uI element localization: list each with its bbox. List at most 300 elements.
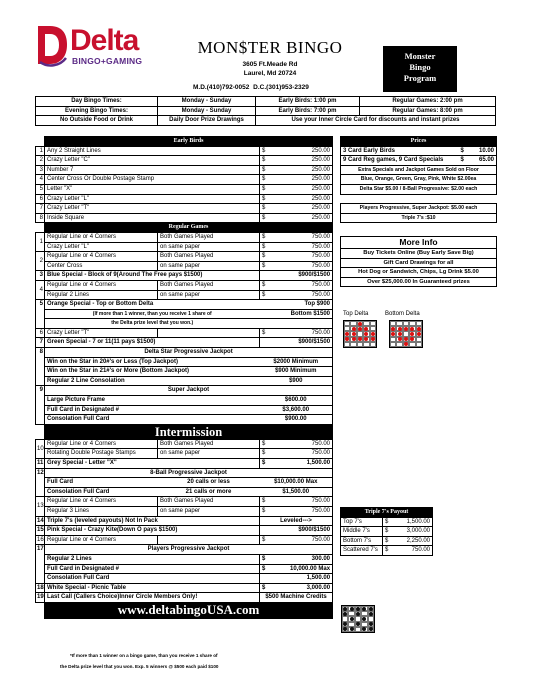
game-row — [36, 280, 333, 290]
game-name: Any 2 Straight Lines — [45, 146, 260, 156]
jackpot-condition: 21 calls or more — [158, 487, 260, 497]
price-note-row — [341, 165, 497, 175]
more-info-header-row — [341, 237, 497, 249]
game-row — [36, 290, 333, 300]
payout-amount: 750.00 — [391, 546, 433, 556]
game-row — [36, 261, 333, 271]
pattern-dot — [343, 612, 347, 616]
pattern-dot — [352, 337, 356, 341]
game-prize: 250.00 — [270, 175, 333, 185]
jackpot-value: 1,500.00 — [270, 574, 333, 584]
game-number: 7 — [36, 338, 45, 348]
game-name: Crazy Letter "C" — [45, 156, 260, 166]
more-info-line: Buy Tickets Online (Buy Early Save Big) — [341, 249, 497, 259]
section-header — [36, 137, 333, 147]
payout-label: Top 7's — [341, 517, 383, 527]
game-prize: 250.00 — [270, 194, 333, 204]
currency-sign: $ — [260, 564, 270, 574]
pattern-dot — [417, 332, 421, 336]
more-info-table — [340, 236, 497, 287]
currency-sign: $ — [383, 546, 391, 556]
pattern-dot — [398, 327, 402, 331]
game-row — [36, 252, 333, 262]
game-name: Pink Special - Crazy Kite(Down O pays $1500) — [45, 526, 260, 536]
pattern-dot — [343, 622, 347, 626]
game-prize: 750.00 — [270, 328, 333, 338]
game-prize: 750.00 — [270, 439, 333, 449]
prices-title: Prices — [341, 137, 497, 147]
jackpot-value: $900 — [260, 376, 333, 386]
pattern-cell — [416, 342, 422, 347]
price-note-row — [341, 184, 497, 194]
early-bird-row — [36, 204, 333, 214]
jackpot-value: $2000 Minimum — [260, 357, 333, 367]
game-prize: 750.00 — [270, 280, 333, 290]
payout-row — [341, 546, 433, 556]
pattern-dot — [356, 607, 360, 611]
currency-sign: $ — [260, 459, 270, 469]
monster-box-line: Monster — [404, 51, 436, 61]
schedule-row — [36, 97, 496, 107]
game-prize: $500 Machine Credits — [260, 593, 333, 603]
game-row — [36, 526, 333, 536]
game-number: 3 — [36, 271, 45, 281]
price-amount: 10.00 — [469, 146, 497, 156]
schedule-row — [36, 106, 496, 116]
game-name: Crazy Letter "T" — [45, 328, 158, 338]
schedule-cell: Monday - Sunday — [158, 106, 256, 116]
currency-sign: $ — [260, 328, 270, 338]
schedule-cell: Daily Door Prize Drawings — [158, 116, 256, 126]
game-name: Regular Line or 4 Corners — [45, 535, 158, 545]
game-number: 6 — [36, 194, 45, 204]
game-name: Grey Special - Letter "X" — [45, 459, 260, 469]
game-note: Both Games Played — [158, 252, 260, 262]
payout-label: Bottom 7's — [341, 536, 383, 546]
game-row — [36, 271, 333, 281]
game-prize: 250.00 — [270, 213, 333, 223]
game-number: 6 — [36, 328, 45, 338]
game-prize: 750.00 — [270, 261, 333, 271]
game-note: Both Games Played — [158, 439, 260, 449]
more-info-row — [341, 258, 497, 268]
game-row — [36, 328, 333, 338]
game-number: 15 — [36, 526, 45, 536]
jackpot-line: Full Card — [45, 478, 158, 488]
schedule-cell: Day Bingo Times: — [36, 97, 158, 107]
pattern-cell — [370, 342, 376, 347]
price-note: Extra Specials and Jackpot Games Sold on Floor — [341, 165, 497, 175]
game-name: Crazy Letter "T" — [45, 204, 260, 214]
jackpot-value: $900.00 — [260, 415, 333, 425]
currency-sign: $ — [383, 517, 391, 527]
top-delta-label: Top Delta — [343, 311, 369, 317]
schedule-cell: Evening Bingo Times: — [36, 106, 158, 116]
currency-sign: $ — [260, 242, 270, 252]
more-info-row — [341, 277, 497, 287]
game-prize: 750.00 — [270, 232, 333, 242]
game-row — [36, 367, 333, 377]
game-note: on same paper — [158, 261, 260, 271]
pattern-dot — [356, 622, 360, 626]
address-line-2: Laurel, Md 20724 — [243, 70, 297, 77]
spacer-row — [341, 194, 497, 204]
more-info-row — [341, 249, 497, 259]
game-number: 5 — [36, 300, 45, 329]
currency-sign: $ — [260, 449, 270, 459]
pattern-dot — [404, 327, 408, 331]
price-label: 3 Card Early Birds — [341, 146, 459, 156]
game-number: 2 — [36, 156, 45, 166]
game-number: 2 — [36, 252, 45, 271]
game-number: 12 — [36, 468, 45, 497]
pattern-dot — [350, 607, 354, 611]
monster-box-line: Program — [403, 73, 437, 83]
price-note-row — [341, 204, 497, 214]
game-number: 1 — [36, 146, 45, 156]
currency-sign: $ — [459, 156, 469, 166]
game-prize: 750.00 — [270, 449, 333, 459]
currency-sign: $ — [260, 165, 270, 175]
pattern-dot — [410, 332, 414, 336]
currency-sign: $ — [260, 554, 270, 564]
game-row — [36, 338, 333, 348]
footnote-line: the Delta prize level that you won. Exp. 5 winners @ $500 each paid $100 — [60, 664, 219, 669]
game-name: Center Cross Or Double Postage Stamp — [45, 175, 260, 185]
pattern-dot — [358, 322, 362, 326]
pattern-dot — [358, 327, 362, 331]
schedule-cell: No Outside Food or Drink — [36, 116, 158, 126]
early-bird-row — [36, 165, 333, 175]
price-note: Players Progressive, Super Jackpot: $5.00 each — [341, 204, 497, 214]
game-number: 5 — [36, 184, 45, 194]
game-row — [36, 300, 333, 310]
game-name: Regular Line or 4 Corners — [45, 252, 158, 262]
pattern-dot — [352, 332, 356, 336]
jackpot-title: Super Jackpot — [45, 386, 333, 396]
pattern-dot — [398, 337, 402, 341]
pattern-dot — [343, 627, 347, 631]
currency-sign: $ — [260, 175, 270, 185]
more-info-line: Gift Card Drawings for all — [341, 258, 497, 268]
game-name: Center Cross — [45, 261, 158, 271]
jackpot-condition: 20 calls or less — [158, 478, 260, 488]
game-prize: 750.00 — [270, 290, 333, 300]
currency-sign: $ — [260, 204, 270, 214]
jackpot-line: Consolation Full Card — [45, 415, 260, 425]
price-label: 9 Card Reg games, 9 Card Specials — [341, 156, 459, 166]
jackpot-line: Regular 2 Lines — [45, 554, 260, 564]
game-row — [36, 348, 333, 358]
game-prize: 750.00 — [270, 506, 333, 516]
bottom-delta-label: Bottom Delta — [385, 311, 420, 317]
pattern-dot — [404, 342, 408, 346]
schedule-cell: Regular Games: 2:00 pm — [360, 97, 496, 107]
game-name: Regular 3 Lines — [45, 506, 158, 516]
more-info-line: Over $25,000.00 In Guaranteed prizes — [341, 277, 497, 287]
game-name: Triple 7's (leveled payouts) Not In Pack — [45, 516, 260, 526]
currency-sign: $ — [260, 232, 270, 242]
delta-logo — [34, 22, 164, 74]
logo-wordmark: Delta — [70, 24, 139, 57]
game-row — [36, 545, 333, 555]
game-row — [36, 232, 333, 242]
game-row — [36, 376, 333, 386]
price-amount: 65.00 — [469, 156, 497, 166]
game-prize: 250.00 — [270, 204, 333, 214]
game-prize-bottom: Bottom $1500 — [260, 309, 333, 319]
game-name: White Special - Picnic Table — [45, 583, 260, 593]
game-row — [36, 468, 333, 478]
jackpot-value: 10,000.00 Max — [270, 564, 333, 574]
jackpot-value: $600.00 — [260, 396, 333, 406]
pattern-dot — [369, 612, 373, 616]
address-line-1: 3605 Ft.Meade Rd — [242, 61, 298, 68]
page-title: MON$TER BINGO — [197, 38, 343, 57]
schedule-table — [35, 96, 496, 126]
game-prize: $900/$1500 — [260, 526, 333, 536]
pattern-dot — [417, 327, 421, 331]
jackpot-value: 300.00 — [270, 554, 333, 564]
game-row — [36, 478, 333, 488]
regular-games-header: Regular Games — [45, 223, 333, 233]
intermission-header: Intermission — [45, 424, 333, 439]
section-header — [36, 424, 333, 439]
game-prize: $900/$1500 — [260, 338, 333, 348]
pattern-dot — [362, 607, 366, 611]
pattern-dot — [398, 332, 402, 336]
price-note: Delta Star $5.00 / 8-Ball Progressive: $2.00 each — [341, 184, 497, 194]
more-info-title: More Info — [341, 237, 497, 249]
game-row — [36, 386, 333, 396]
logo-tagline: BINGO+GAMING — [72, 56, 143, 66]
currency-sign: $ — [260, 497, 270, 507]
more-info-row — [341, 268, 497, 278]
pattern-dot — [369, 627, 373, 631]
game-row — [36, 535, 333, 545]
currency-sign: $ — [260, 439, 270, 449]
game-name: Regular 2 Lines — [45, 290, 158, 300]
title-block — [170, 38, 370, 77]
price-note: Blue, Orange, Green, Gray, Pink, White $2.00ea — [341, 175, 497, 185]
pattern-dot — [369, 607, 373, 611]
currency-sign: $ — [260, 506, 270, 516]
game-row — [36, 357, 333, 367]
price-row — [341, 156, 497, 166]
game-name: Regular Line or 4 Corners — [45, 439, 158, 449]
game-row — [36, 405, 333, 415]
pattern-cell — [368, 627, 374, 632]
game-name: Crazy Letter "L" — [45, 194, 260, 204]
pattern-dot — [364, 337, 368, 341]
game-number: 7 — [36, 204, 45, 214]
jackpot-line: Win on the Star in 21#'s or More (Bottom Jackpot) — [45, 367, 260, 377]
game-row — [36, 487, 333, 497]
game-row — [36, 497, 333, 507]
game-prize-top: Top $900 — [260, 300, 333, 310]
pattern-dot — [362, 617, 366, 621]
early-bird-row — [36, 156, 333, 166]
jackpot-line: Win on the Star in 20#'s or Less (Top Jackpot) — [45, 357, 260, 367]
currency-sign: $ — [459, 146, 469, 156]
game-name: Regular Line or 4 Corners — [45, 497, 158, 507]
game-number: 4 — [36, 280, 45, 299]
game-name: Green Special - 7 or 11(11 pays $1500) — [45, 338, 260, 348]
currency-sign: $ — [260, 146, 270, 156]
game-note: Both Games Played — [158, 280, 260, 290]
game-note: on same paper — [158, 290, 260, 300]
schedule-cell: Monday - Sunday — [158, 97, 256, 107]
game-number: 10 — [36, 439, 45, 458]
game-number: 17 — [36, 545, 45, 583]
schedule-cell: Regular Games: 8:00 pm — [360, 106, 496, 116]
game-number: 8 — [36, 348, 45, 386]
game-number: 8 — [36, 213, 45, 223]
footnote — [60, 650, 360, 672]
game-number: 1 — [36, 232, 45, 251]
game-prize: 250.00 — [270, 165, 333, 175]
early-bird-row — [36, 184, 333, 194]
bottom-delta-pattern — [389, 320, 423, 348]
top-delta-pattern — [343, 320, 377, 348]
game-name: Crazy Letter "L" — [45, 242, 158, 252]
price-note-row — [341, 175, 497, 185]
game-number: 13 — [36, 497, 45, 516]
price-note-row — [341, 213, 497, 223]
game-note: Both Games Played — [158, 497, 260, 507]
early-bird-row — [36, 213, 333, 223]
early-bird-row — [36, 175, 333, 185]
early-birds-list — [36, 146, 333, 223]
pattern-dot — [410, 327, 414, 331]
website-row — [36, 602, 333, 618]
game-note: on same paper — [158, 449, 260, 459]
prices-table — [340, 136, 497, 223]
jackpot-line: Full Card in Designated # — [45, 564, 260, 574]
game-prize: 250.00 — [270, 184, 333, 194]
payout-row — [341, 527, 433, 537]
jackpot-line: Full Card in Designated # — [45, 405, 260, 415]
jackpot-value: $900 Minimum — [260, 367, 333, 377]
early-bird-row — [36, 146, 333, 156]
game-name: Rotating Double Postage Stamps — [45, 449, 158, 459]
pattern-dot — [352, 327, 356, 331]
game-number: 4 — [36, 175, 45, 185]
payout-amount: 3,000.00 — [391, 527, 433, 537]
pattern-dot — [356, 612, 360, 616]
delta-d-icon — [34, 22, 68, 68]
currency-sign: $ — [260, 184, 270, 194]
pattern-dot — [391, 332, 395, 336]
triple-7-payout-table — [340, 507, 433, 556]
game-number: 3 — [36, 165, 45, 175]
game-prize: 250.00 — [270, 156, 333, 166]
pattern-dot — [345, 332, 349, 336]
pattern-dot — [364, 332, 368, 336]
pattern-dot — [410, 337, 414, 341]
game-row — [36, 574, 333, 584]
jackpot-title: Delta Star Progressive Jackpot — [45, 348, 333, 358]
section-header — [36, 223, 333, 233]
game-number: 19 — [36, 593, 45, 603]
games-table — [35, 136, 333, 619]
early-birds-header: Early Birds — [45, 137, 333, 147]
picnic-table-pattern — [341, 605, 375, 633]
game-name: Number 7 — [45, 165, 260, 175]
pattern-dot — [391, 327, 395, 331]
game-row — [36, 554, 333, 564]
game-name: Last Call (Callers Choice)Inner Circle Members Only! — [45, 593, 260, 603]
payout-title: Triple 7's Payout — [341, 508, 433, 518]
monster-program-box — [383, 46, 457, 92]
currency-sign: $ — [260, 194, 270, 204]
jackpot-line: Consolation Full Card — [45, 487, 158, 497]
price-row — [341, 146, 497, 156]
pattern-dot — [358, 337, 362, 341]
currency-sign: $ — [260, 583, 270, 593]
jackpot-line: Large Picture Frame — [45, 396, 260, 406]
game-row — [36, 516, 333, 526]
pattern-dot — [362, 627, 366, 631]
currency-sign: $ — [260, 290, 270, 300]
payout-amount: 2,250.00 — [391, 536, 433, 546]
game-row — [36, 583, 333, 593]
jackpot-value: $3,600.00 — [260, 405, 333, 415]
game-prize: 750.00 — [270, 242, 333, 252]
website-link[interactable]: www.deltabingoUSA.com — [45, 602, 333, 618]
more-info-line: Hot Dog or Sandwich, Chips, Lg Drink $5.00 — [341, 268, 497, 278]
schedule-cell: Use your Inner Circle Card for discounts and instant prizes — [256, 116, 496, 126]
pattern-dot — [371, 337, 375, 341]
game-prize: Leveled---> — [260, 516, 333, 526]
pattern-dot — [345, 337, 349, 341]
currency-sign: $ — [383, 536, 391, 546]
game-note: on same paper — [158, 506, 260, 516]
game-row — [36, 449, 333, 459]
game-prize: 1,500.00 — [270, 459, 333, 469]
pattern-dot — [350, 617, 354, 621]
currency-sign: $ — [260, 261, 270, 271]
game-number: 11 — [36, 459, 45, 469]
game-row — [36, 459, 333, 469]
pattern-dot — [369, 622, 373, 626]
game-prize: 3,000.00 — [270, 583, 333, 593]
game-row — [36, 319, 333, 329]
prices-header-row — [341, 137, 497, 147]
jackpot-line: Consolation Full Card — [45, 574, 260, 584]
currency-sign: $ — [383, 527, 391, 537]
currency-sign: $ — [260, 213, 270, 223]
game-name: Regular Line or 4 Corners — [45, 280, 158, 290]
game-number: 16 — [36, 535, 45, 545]
pattern-dot — [364, 327, 368, 331]
game-row — [36, 506, 333, 516]
game-number: 14 — [36, 516, 45, 526]
pattern-dot — [404, 337, 408, 341]
game-note: (If more than 1 winner, than you receive 1 share of — [45, 309, 260, 319]
jackpot-value: $1,500.00 — [260, 487, 333, 497]
game-prize: 250.00 — [270, 146, 333, 156]
currency-sign: $ — [260, 252, 270, 262]
game-name: Regular Line or 4 Corners — [45, 232, 158, 242]
currency-sign: $ — [260, 535, 270, 545]
early-bird-row — [36, 194, 333, 204]
game-row — [36, 396, 333, 406]
footnote-line: *If more than 1 winner on a bingo game, than you receive 1 share of — [70, 653, 218, 658]
game-number: 18 — [36, 583, 45, 593]
payout-amount: 1,500.00 — [391, 517, 433, 527]
jackpot-value: $10,000.00 Max — [260, 478, 333, 488]
